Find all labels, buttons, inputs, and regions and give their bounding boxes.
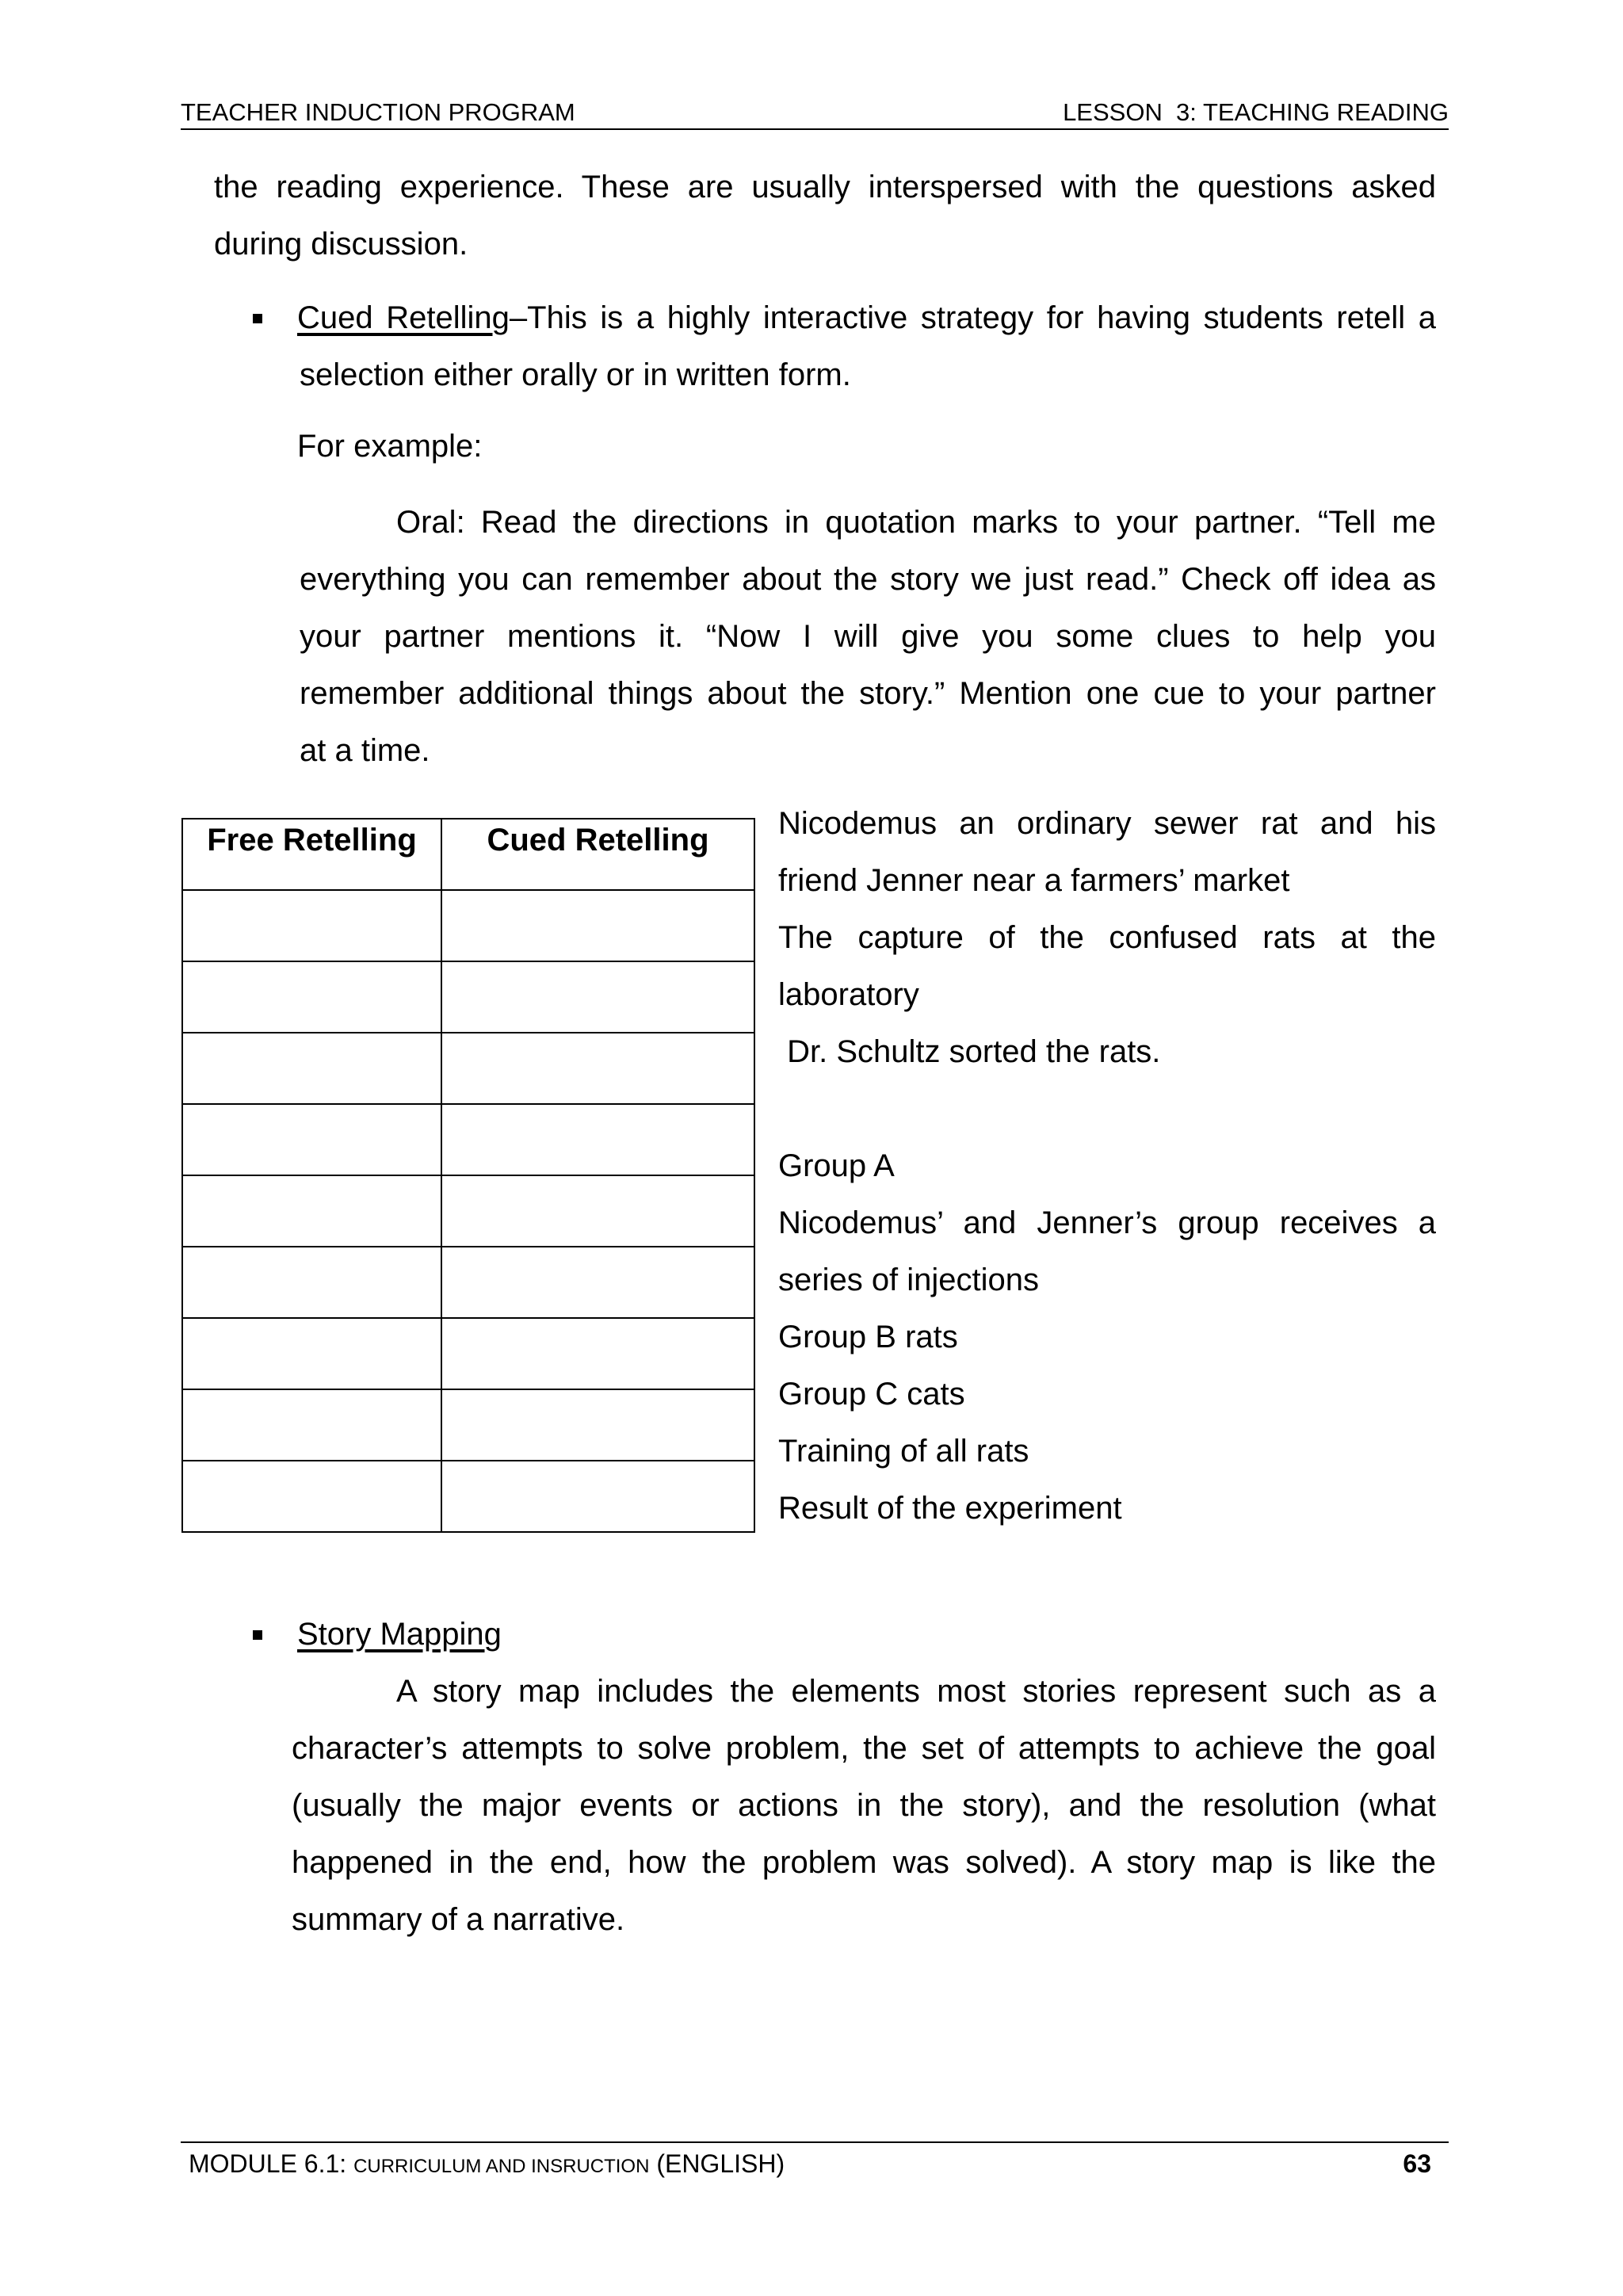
cued-retelling-title: Cued Retelling bbox=[297, 300, 510, 335]
story-mapping-title bbox=[297, 1606, 502, 1663]
footer-module bbox=[189, 2148, 785, 2183]
table-cell bbox=[441, 1175, 754, 1247]
oral-line-5: at a time. bbox=[300, 733, 430, 768]
table-cell bbox=[441, 1389, 754, 1461]
cue-item: Dr. Schultz sorted the rats. bbox=[778, 1034, 1161, 1069]
story-mapping-line-2: character’s attempts to solve problem, the set of attempts to achieve the goal bbox=[292, 1731, 1436, 1766]
table-row bbox=[182, 1389, 754, 1461]
table-cell bbox=[182, 890, 441, 961]
header-program: TEACHER INDUCTION PROGRAM bbox=[181, 98, 575, 126]
table-cell bbox=[182, 1389, 441, 1461]
cue-item: friend Jenner near a farmers’ market bbox=[778, 863, 1290, 898]
table-cell bbox=[182, 961, 441, 1033]
cue-item: The capture of the confused rats at the bbox=[778, 920, 1436, 955]
cue-item: Nicodemus’ and Jenner’s group receives a bbox=[778, 1205, 1436, 1240]
table-cell bbox=[441, 890, 754, 961]
table-row bbox=[182, 1033, 754, 1104]
for-example-label: For example: bbox=[297, 429, 483, 464]
table-row bbox=[182, 1461, 754, 1532]
table-cell bbox=[182, 1247, 441, 1318]
header-lesson: LESSON 3: TEACHING READING bbox=[1063, 98, 1449, 126]
page-number: 63 bbox=[1403, 2149, 1431, 2178]
table-body bbox=[182, 890, 754, 1532]
story-mapping-title-text: Story Mapping bbox=[297, 1617, 502, 1652]
footer-course: CURRICULUM AND INSRUCTION bbox=[353, 2156, 650, 2177]
cue-item: laboratory bbox=[778, 977, 919, 1012]
cue-item: Group A bbox=[778, 1148, 895, 1183]
page-header bbox=[181, 97, 1449, 130]
continuation-line-2: during discussion. bbox=[214, 227, 468, 262]
table-cell bbox=[441, 1318, 754, 1389]
table-cell bbox=[441, 1104, 754, 1175]
free-retelling-header: Free Retelling bbox=[182, 819, 441, 890]
table-cell bbox=[182, 1175, 441, 1247]
footer-subject: (ENGLISH) bbox=[649, 2149, 785, 2178]
cue-item: Group B rats bbox=[778, 1320, 958, 1354]
table-cell bbox=[441, 1247, 754, 1318]
page-footer bbox=[181, 2141, 1449, 2183]
story-mapping-line-1: A story map includes the elements most stories represent such as a bbox=[396, 1674, 1436, 1709]
cued-retelling-desc: –This is a highly interactive strategy for having students retell a bbox=[509, 300, 1436, 335]
oral-line-4: remember additional things about the story.” Mention one cue to your partner bbox=[300, 676, 1436, 711]
table-row bbox=[182, 1175, 754, 1247]
cue-item: Nicodemus an ordinary sewer rat and his bbox=[778, 806, 1436, 841]
cued-retelling-header: Cued Retelling bbox=[441, 819, 754, 890]
table-row bbox=[182, 1247, 754, 1318]
table-row bbox=[182, 1104, 754, 1175]
table-row bbox=[182, 890, 754, 961]
cue-item: Training of all rats bbox=[778, 1434, 1029, 1469]
story-mapping-line-4: happened in the end, how the problem was solved). A story map is like the bbox=[292, 1845, 1436, 1880]
cued-retelling-line-1 bbox=[297, 289, 1436, 346]
table-cell bbox=[182, 1461, 441, 1532]
table-row bbox=[182, 961, 754, 1033]
table-cell bbox=[182, 1104, 441, 1175]
story-mapping-line-3: (usually the major events or actions in the story), and the resolution (what bbox=[292, 1788, 1436, 1823]
bullet-icon bbox=[253, 1630, 262, 1640]
continuation-line-1: the reading experience. These are usually interspersed with the questions asked bbox=[214, 170, 1436, 204]
table-row bbox=[182, 1318, 754, 1389]
cue-item: Group C cats bbox=[778, 1377, 965, 1412]
story-mapping-line-5: summary of a narrative. bbox=[292, 1902, 625, 1937]
cue-item: Result of the experiment bbox=[778, 1491, 1122, 1526]
table-cell bbox=[182, 1033, 441, 1104]
table-cell bbox=[441, 1033, 754, 1104]
table-header-row bbox=[182, 819, 754, 890]
table-cell bbox=[182, 1318, 441, 1389]
cued-retelling-line-2: selection either orally or in written form. bbox=[300, 357, 851, 392]
bullet-icon bbox=[253, 314, 262, 323]
oral-line-3: your partner mentions it. “Now I will give you some clues to help you bbox=[300, 619, 1436, 654]
table-cell bbox=[441, 1461, 754, 1532]
oral-line-2: everything you can remember about the story we just read.” Check off idea as bbox=[300, 562, 1436, 597]
cue-item: series of injections bbox=[778, 1263, 1040, 1297]
table-cell bbox=[441, 961, 754, 1033]
oral-line-1: Oral: Read the directions in quotation marks to your partner. “Tell me bbox=[396, 505, 1436, 540]
retelling-table bbox=[181, 818, 755, 1533]
footer-module-number: MODULE 6.1: bbox=[189, 2149, 354, 2178]
